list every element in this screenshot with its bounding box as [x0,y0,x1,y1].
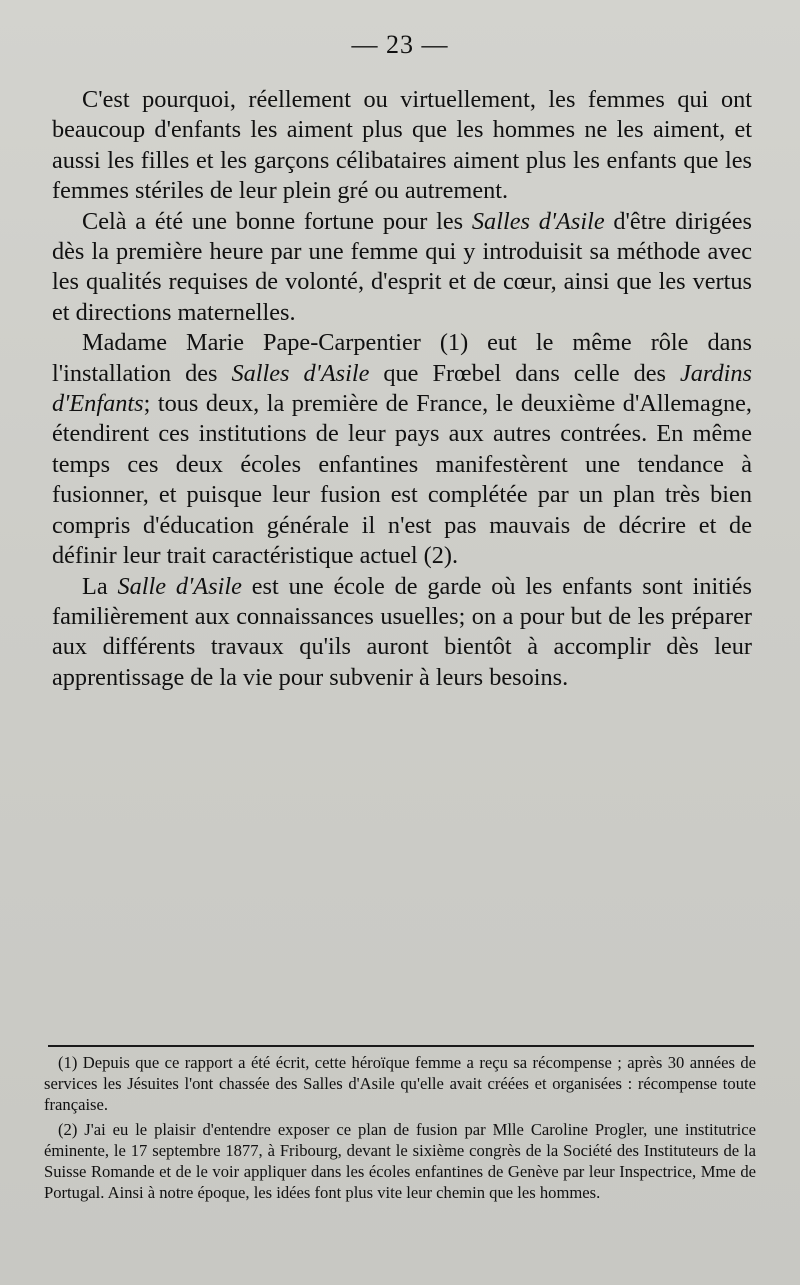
footnote-separator [48,1045,754,1047]
text-segment: que Frœbel dans celle des [369,359,680,387]
text-segment: C'est pourquoi, réellement ou virtuellement, les femmes qui ont beaucoup d'enfants les aiment plus que les hommes ne les aiment, et aussi les filles et les garçons célibataires aiment plus les enfants que les femmes stériles de leur plein gré ou autrement. [52,86,752,205]
italic-text: Salle d'Asile [117,572,242,600]
paragraph [52,207,752,329]
paragraph [52,328,752,571]
italic-text: Jardins d'Enfants [52,359,752,418]
footnotes [44,1052,756,1203]
show-through-texture [70,815,730,1035]
text-segment: d'être dirigées dès la première heure par une femme qui y introduisit sa méthode avec les qualités requises de volonté, d'esprit et de cœur, ainsi que les vertus et directions maternelles. [52,207,752,326]
text-segment: Celà a été une bonne fortune pour les [82,207,472,235]
text-segment: est une école de garde où les enfants sont initiés familièrement aux connaissances usuelles; on a pour but de les préparer aux différents travaux qu'ils auront bientôt à accomplir dès leur apprentissage de la vie pour subvenir à leurs besoins. [52,572,752,691]
footnote: (2) J'ai eu le plaisir d'entendre exposer ce plan de fusion par Mlle Caroline Progler, une institutrice éminente, le 17 septembre 1877, à Fribourg, devant le sixième congrès de la Société des Instituteurs de la Suisse Romande et de le voir appliquer dans les écoles enfantines de Genève par leur Inspectrice, Mme de Portugal. Ainsi à notre époque, les idées font plus vite leur chemin que les hommes. [44,1119,756,1203]
footnote: (1) Depuis que ce rapport a été écrit, cette héroïque femme a reçu sa récompense ; après 30 années de services les Jésuites l'ont chassée des Salles d'Asile qu'elle avait créées et organisées : récompense toute française. [44,1053,756,1115]
page-number: — 23 — [351,30,449,59]
italic-text: Salles d'Asile [471,207,605,235]
text-segment: ; tous deux, la première de France, le deuxième d'Allemagne, étendirent ces institutions de leur pays aux autres contrées. En même temps ces deux écoles enfantines manifestèrent une tendance à fusionner, et puisque leur fusion est complétée par un plan très bien compris d'éducation générale il n'est pas mauvais de décrire et de définir leur trait caractéristique actuel (2). [52,390,752,570]
italic-text: Salles d'Asile [231,359,370,387]
paragraph [52,572,752,694]
main-text [52,85,752,693]
paragraph [52,85,752,207]
text-segment: Madame Marie Pape-Carpentier (1) eut le même rôle dans l'installation des [52,329,752,387]
text-segment: La [82,572,118,600]
